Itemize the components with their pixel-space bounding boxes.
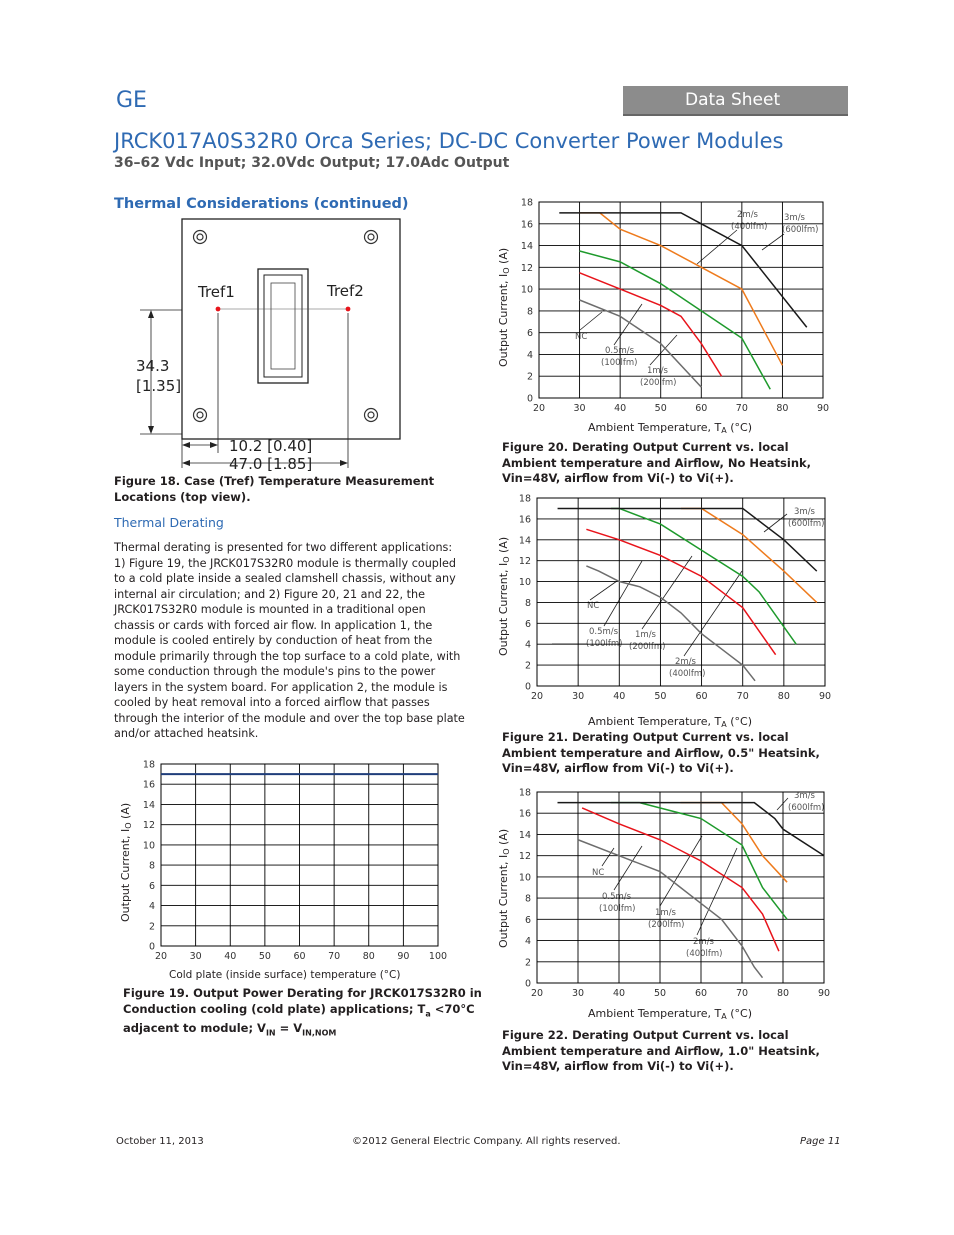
- data-sheet-label: Data Sheet: [685, 90, 781, 110]
- x-tick-label: 20: [530, 691, 544, 702]
- fig22-xlabel: Ambient Temperature, TA (°C): [588, 1007, 752, 1021]
- y-tick-label: 18: [142, 759, 155, 771]
- svg-text:(600lfm): (600lfm): [782, 225, 819, 235]
- y-tick-label: 4: [524, 639, 531, 651]
- figure20-caption: Figure 20. Derating Output Current vs. local Ambient temperature and Airflow, No Heatsink, Vin=48V, airflow from Vi(-) to Vi(+).: [502, 440, 812, 485]
- x-tick-label: 40: [614, 403, 627, 414]
- footer-page: Page 11: [800, 1136, 841, 1147]
- figure18-caption: Figure 18. Case (Tref) Temperature Measurement Locations (top view).: [114, 474, 435, 504]
- x-tick-label: 20: [530, 988, 544, 999]
- x-tick-label: 70: [736, 691, 749, 702]
- figure21-caption: Figure 21. Derating Output Current vs. local Ambient temperature and Airflow, 0.5" Heatsink, Vin=48V, airflow from Vi(-) to Vi(+).: [502, 730, 820, 775]
- svg-text:(600lfm): (600lfm): [788, 519, 825, 529]
- y-tick-label: 18: [520, 197, 533, 209]
- section-title: Thermal Considerations (continued): [114, 196, 409, 212]
- y-tick-label: 8: [524, 597, 531, 609]
- page-title: JRCK017A0S32R0 Orca Series; DC-DC Converter Power Modules: [114, 129, 784, 153]
- y-tick-label: 10: [520, 284, 533, 296]
- svg-text:(200lfm): (200lfm): [629, 642, 666, 652]
- x-tick-label: 50: [654, 403, 667, 414]
- figure20-chart: [492, 192, 837, 437]
- y-tick-label: 0: [148, 941, 155, 953]
- x-tick-label: 30: [573, 403, 586, 414]
- figure20-series-0: [580, 300, 702, 387]
- y-tick-label: 8: [526, 306, 533, 318]
- x-tick-label: 50: [654, 691, 667, 702]
- y-tick-label: 6: [524, 618, 531, 630]
- thermal-derating-heading: Thermal Derating: [114, 515, 224, 530]
- fig22-ylabel: Output Current, IO (A): [497, 828, 511, 948]
- svg-text:2m/s: 2m/s: [693, 937, 714, 947]
- tref2-marker: [346, 307, 351, 312]
- figure19-grid: [161, 764, 438, 946]
- figure19-caption-line1: Figure 19. Output Power Derating for JRCK017S32R0 in: [123, 986, 482, 1000]
- thermal-derating-body: Thermal derating is presented for two different applications: 1) Figure 19, the JRCK017S32R0 module is thermally coupled to a cold plate inside a sealed clamshell chassis, without any internal air circulation; and 2) Figure 20, 21 and 22, the JRCK017S32R0 module is mounted in a traditional open chassis or cards with forced air flow. In application 1, the module is cooled entirely by conduction of heat from the module primarily through the top surface to a cold plate, with some conduction through the module's pins to the power layers in the system board. For application 2, the module is cooled by heat removal into a forced airflow that passes through the interior of the module and over the top base plate and/or attached heatsink.: [114, 541, 465, 740]
- y-tick-label: 2: [524, 957, 531, 969]
- x-tick-label: 50: [653, 988, 667, 999]
- y-tick-label: 6: [524, 914, 531, 926]
- fig20-ylabel: Output Current, IO (A): [497, 247, 511, 367]
- x-tick-label: 40: [613, 691, 626, 702]
- figure22-chart: [492, 778, 837, 1023]
- tref1-marker: [216, 307, 221, 312]
- ge-logo: GE: [116, 88, 147, 113]
- x-tick-label: 40: [224, 951, 237, 962]
- y-tick-label: 12: [518, 851, 531, 863]
- y-tick-label: 18: [518, 493, 531, 505]
- y-tick-label: 12: [142, 820, 155, 832]
- tref2-label: Tref2: [327, 282, 364, 300]
- svg-text:2m/s: 2m/s: [675, 657, 696, 667]
- figure21-annotations: [586, 507, 825, 679]
- y-tick-label: 8: [524, 893, 531, 905]
- x-tick-label: 20: [154, 951, 168, 962]
- figure19-caption: [123, 986, 482, 1041]
- x-tick-label: 90: [818, 691, 832, 702]
- svg-text:1m/s: 1m/s: [655, 908, 676, 918]
- figure20-plot-frame: [539, 202, 823, 398]
- svg-text:0.5m/s: 0.5m/s: [589, 627, 619, 637]
- svg-text:(200lfm): (200lfm): [640, 378, 677, 388]
- figure20-series-4: [559, 213, 806, 327]
- figure19-ylabel: Output Current, IO (A): [119, 802, 133, 922]
- y-tick-label: 12: [518, 556, 531, 568]
- fig21-xlabel: Ambient Temperature, TA (°C): [588, 715, 752, 729]
- x-tick-label: 30: [571, 988, 585, 999]
- figure22-series-3: [681, 803, 788, 883]
- x-tick-label: 80: [777, 691, 790, 702]
- x-tick-label: 60: [293, 951, 306, 962]
- x-tick-label: 40: [612, 988, 626, 999]
- y-tick-label: 10: [142, 840, 155, 852]
- figure19-xlabel: Cold plate (inside surface) temperature (°C): [169, 969, 401, 981]
- figure20-grid: [539, 202, 823, 398]
- svg-text:NC: NC: [587, 601, 600, 611]
- y-tick-label: 16: [142, 779, 155, 791]
- svg-text:NC: NC: [575, 332, 588, 342]
- svg-text:NC: NC: [592, 868, 605, 878]
- svg-text:2m/s: 2m/s: [737, 210, 758, 220]
- figure19-caption-line3: adjacent to module; $V_{IN} = V_{IN,NOM}$: [123, 1021, 337, 1038]
- y-tick-label: 14: [518, 829, 531, 841]
- x-tick-label: 90: [397, 951, 410, 962]
- dim-height-in: [1.35]: [136, 377, 182, 395]
- tref1-label: Tref1: [198, 283, 235, 301]
- footer-copyright: ©2012 General Electric Company. All rights reserved.: [352, 1136, 621, 1147]
- y-tick-label: 10: [518, 872, 531, 884]
- y-tick-label: 16: [520, 219, 533, 231]
- y-tick-label: 12: [520, 262, 533, 274]
- svg-text:(100lfm): (100lfm): [586, 639, 623, 649]
- y-tick-label: 8: [148, 860, 155, 872]
- svg-text:0.5m/s: 0.5m/s: [605, 346, 635, 356]
- y-tick-label: 4: [524, 936, 531, 948]
- y-tick-label: 14: [520, 241, 533, 253]
- svg-text:(400lfm): (400lfm): [686, 949, 723, 959]
- y-tick-label: 0: [524, 978, 531, 990]
- y-tick-label: 10: [518, 577, 531, 589]
- figure19-caption-line2: Conduction cooling (cold plate) applications; $T_a <70^\circ C$: [123, 1001, 475, 1018]
- dim-x2: 47.0 [1.85]: [229, 455, 313, 473]
- svg-text:3m/s: 3m/s: [794, 507, 815, 517]
- y-tick-label: 2: [524, 660, 531, 672]
- figure22-annotations: [592, 791, 825, 959]
- x-tick-label: 80: [776, 988, 790, 999]
- page-subtitle: 36–62 Vdc Input; 32.0Vdc Output; 17.0Adc Output: [114, 155, 510, 171]
- x-tick-label: 30: [189, 951, 202, 962]
- svg-text:(600lfm): (600lfm): [788, 803, 825, 813]
- x-tick-label: 30: [572, 691, 585, 702]
- y-tick-label: 6: [526, 328, 533, 340]
- y-tick-label: 4: [526, 349, 533, 361]
- y-tick-label: 0: [524, 681, 531, 693]
- x-tick-label: 60: [694, 988, 708, 999]
- svg-text:(400lfm): (400lfm): [669, 669, 706, 679]
- y-tick-label: 6: [148, 880, 155, 892]
- x-tick-label: 90: [816, 403, 830, 414]
- y-tick-label: 2: [526, 371, 533, 383]
- y-tick-label: 14: [518, 535, 531, 547]
- x-tick-label: 80: [362, 951, 375, 962]
- y-tick-label: 4: [148, 901, 155, 913]
- fig20-xlabel: Ambient Temperature, TA (°C): [588, 421, 752, 435]
- svg-text:(400lfm): (400lfm): [731, 222, 768, 232]
- svg-text:3m/s: 3m/s: [784, 213, 805, 223]
- svg-text:1m/s: 1m/s: [647, 366, 668, 376]
- x-tick-label: 70: [735, 988, 749, 999]
- x-tick-label: 90: [817, 988, 831, 999]
- svg-text:(100lfm): (100lfm): [599, 904, 636, 914]
- figure21-chart: [492, 486, 837, 731]
- y-tick-label: 18: [518, 787, 531, 799]
- footer-date: October 11, 2013: [116, 1136, 204, 1147]
- dim-height-mm: 34.3: [136, 357, 170, 375]
- svg-text:(100lfm): (100lfm): [601, 358, 638, 368]
- x-tick-label: 100: [428, 951, 448, 962]
- y-tick-label: 0: [526, 393, 533, 405]
- dim-x1: 10.2 [0.40]: [229, 437, 313, 455]
- svg-text:(200lfm): (200lfm): [648, 920, 685, 930]
- y-tick-label: 16: [518, 808, 531, 820]
- x-tick-label: 60: [695, 691, 708, 702]
- figure18-drawing: [130, 215, 470, 475]
- x-tick-label: 80: [776, 403, 789, 414]
- figure22-caption: Figure 22. Derating Output Current vs. local Ambient temperature and Airflow, 1.0" Heatsink, Vin=48V, airflow from Vi(-) to Vi(+).: [502, 1028, 820, 1073]
- svg-text:1m/s: 1m/s: [635, 630, 656, 640]
- x-tick-label: 60: [695, 403, 708, 414]
- y-tick-label: 2: [148, 921, 155, 933]
- x-tick-label: 70: [735, 403, 748, 414]
- x-tick-label: 20: [532, 403, 546, 414]
- y-tick-label: 14: [142, 799, 155, 811]
- x-tick-label: 70: [328, 951, 341, 962]
- fig21-ylabel: Output Current, IO (A): [497, 536, 511, 656]
- figure20-annotations: [575, 210, 819, 388]
- svg-text:3m/s: 3m/s: [794, 791, 815, 801]
- x-tick-label: 50: [258, 951, 271, 962]
- figure19-chart: [114, 752, 459, 982]
- svg-text:0.5m/s: 0.5m/s: [602, 892, 632, 902]
- y-tick-label: 16: [518, 514, 531, 526]
